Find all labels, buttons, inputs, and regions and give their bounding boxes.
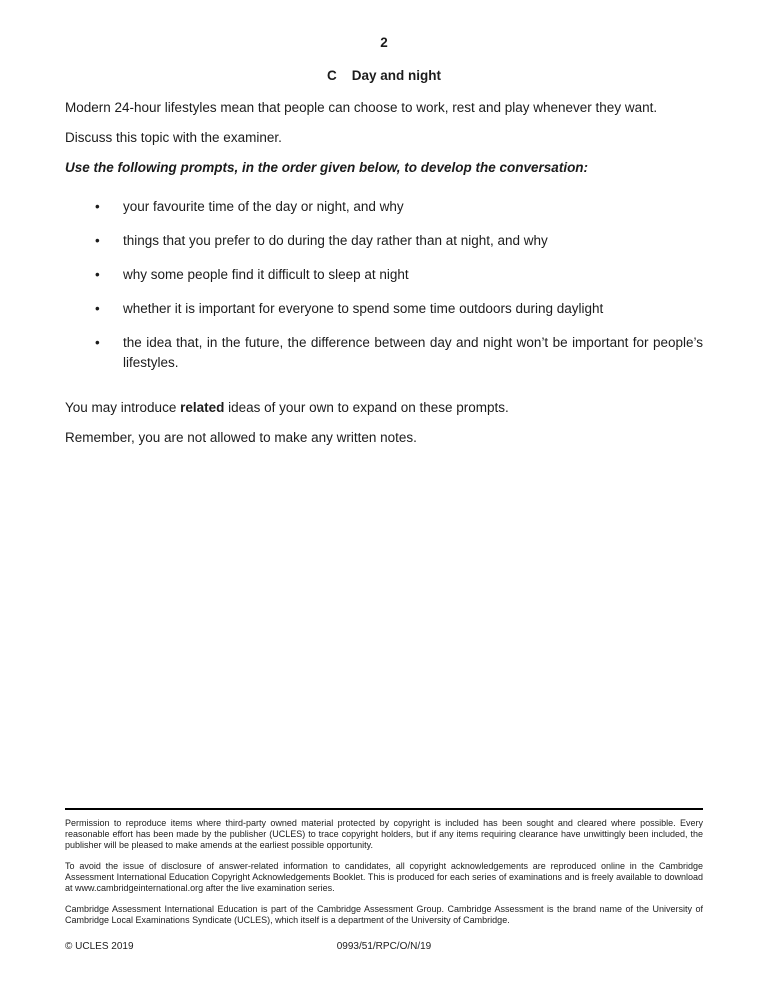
related-ideas-before: You may introduce [65, 400, 181, 415]
list-item [65, 231, 703, 251]
paragraph-prompt-instruction: Use the following prompts, in the order given below, to develop the conversation: [65, 160, 589, 175]
section-letter: C [326, 68, 337, 83]
page-footer [65, 808, 703, 952]
list-item [65, 265, 703, 285]
list-item-text: the idea that, in the future, the difference between day and night won’t be important for people’s lifestyles. [123, 335, 703, 370]
footer-copyright-line: © UCLES 2019 [65, 941, 134, 952]
prompt-list [65, 183, 703, 373]
related-ideas-after: ideas of your own to expand on these prompts. [224, 400, 509, 415]
paragraph-lifestyles: Modern 24-hour lifestyles mean that people can choose to work, rest and play whenever they want. [65, 100, 658, 115]
paragraph-related-ideas [65, 399, 703, 416]
page-number: 2 [380, 35, 388, 50]
section-heading [65, 67, 703, 84]
list-item-text: things that you prefer to do during the day rather than at night, and why [123, 233, 548, 248]
footer-cambridge-notice: Cambridge Assessment International Education is part of the Cambridge Assessment Group. Cambridge Assessment is the brand name of the University of Cambridge Local Examinations Syndicate (UCLES), which itself is a department of the University of Cambridge. [65, 904, 703, 925]
footer-bottom-row [65, 941, 703, 952]
bullet-marker: • [95, 199, 100, 214]
bullet-marker: • [95, 335, 100, 350]
list-item-text: your favourite time of the day or night, and why [123, 199, 404, 214]
footer-disclosure-notice: To avoid the issue of disclosure of answer-related information to candidates, all copyright acknowledgements are reproduced online in the Cambridge Assessment International Education Copyright Acknowledgements Booklet. This is produced for each series of examinations and is freely available to download at www.cambridgeinternational.org after the live examination series. [65, 861, 703, 893]
related-ideas-bold: related [180, 400, 225, 415]
list-item [65, 299, 703, 319]
bullet-marker: • [95, 301, 100, 316]
bullet-marker: • [95, 267, 100, 282]
footer-paper-code: 0993/51/RPC/O/N/19 [336, 941, 432, 952]
footer-divider [65, 808, 703, 810]
list-item [65, 333, 703, 373]
list-item [65, 197, 703, 217]
list-item-text: why some people find it difficult to sleep at night [123, 267, 409, 282]
bullet-marker: • [95, 233, 100, 248]
section-title: Day and night [351, 68, 441, 83]
paragraph-reminder: Remember, you are not allowed to make any written notes. [65, 430, 417, 445]
footer-copyright-permission: Permission to reproduce items where third-party owned material protected by copyright is included has been sought and cleared where possible. Every reasonable effort has been made by the publisher (UCLES) to trace copyright holders, but if any items requiring clearance have unwittingly been included, the publisher will be pleased to make amends at the earliest possible opportunity. [65, 818, 703, 850]
list-item-text: whether it is important for everyone to spend some time outdoors during daylight [123, 301, 604, 316]
paragraph-discuss: Discuss this topic with the examiner. [65, 130, 282, 145]
